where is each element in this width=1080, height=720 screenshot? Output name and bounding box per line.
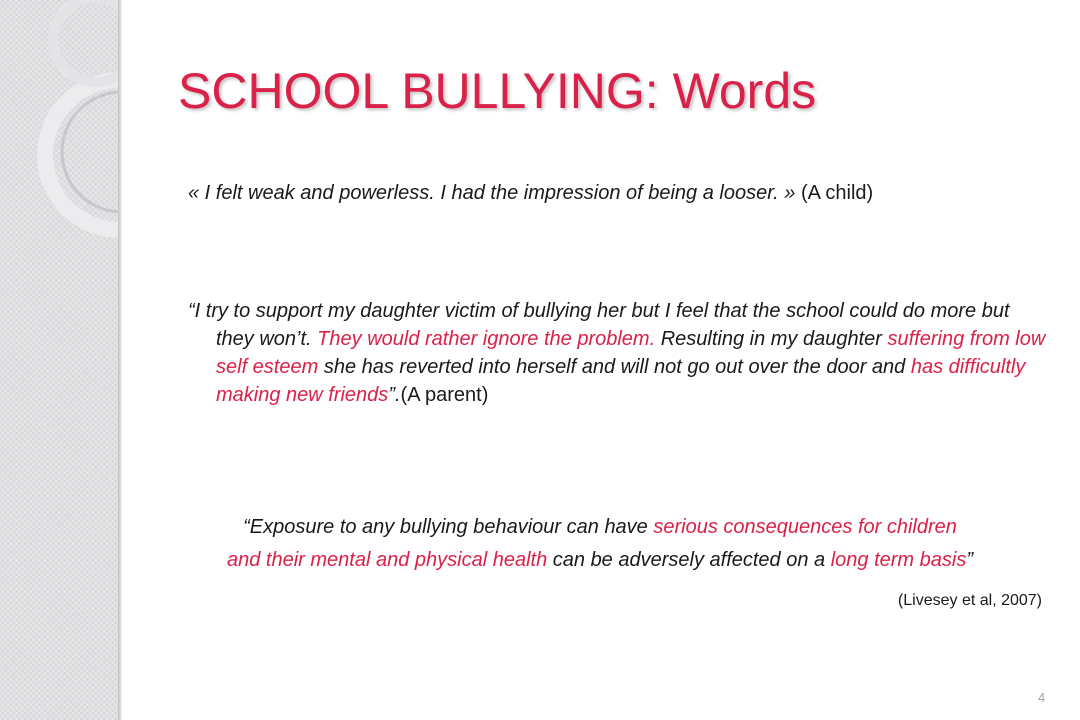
decorative-sidebar xyxy=(0,0,118,720)
decorative-circles xyxy=(0,0,118,720)
parent-quote-part-3: Resulting in my daughter xyxy=(660,328,888,350)
research-quote-part-6: ” xyxy=(966,549,974,571)
parent-quote-highlight-1: They would rather ignore the problem. xyxy=(317,328,661,350)
parent-quote-part-7: ”. xyxy=(388,384,401,406)
parent-quote-highlight-2: suffering from low self esteem xyxy=(216,328,1046,378)
decorative-ring-top xyxy=(53,0,118,82)
parent-quote-highlight-3: has difficultly making new friends xyxy=(216,356,1026,406)
research-quote-highlight-1: serious consequences for children xyxy=(653,516,957,538)
child-quote-source: (A child) xyxy=(795,182,874,204)
parent-quote-source: (A parent) xyxy=(400,384,489,406)
sidebar-edge xyxy=(118,0,122,720)
page-number: 4 xyxy=(1038,690,1046,705)
research-quote-part-4: can be adversely affected on a xyxy=(547,549,831,571)
parent-quote-part-1: “I try to support my daughter victim of bullying her but I feel that the school could do more but they won’t. xyxy=(188,300,1010,350)
parent-quote-part-5: she has reverted into herself and will not go out over the door and xyxy=(318,356,911,378)
research-quote-highlight-3: long term basis xyxy=(830,549,967,571)
child-quote-text: « I felt weak and powerless. I had the impression of being a looser. » xyxy=(188,182,796,204)
child-quote xyxy=(188,179,873,207)
research-quote-part-1: “Exposure to any bullying behaviour can have xyxy=(243,516,654,538)
parent-quote xyxy=(188,297,1048,409)
decorative-ring-outer xyxy=(45,80,118,230)
research-quote-highlight-2: and their mental and physical health xyxy=(226,549,548,571)
research-quote xyxy=(150,511,1050,577)
research-citation: (Livesey et al, 2007) xyxy=(897,592,1042,609)
decorative-ring-inner xyxy=(62,92,118,212)
slide-title: SCHOOL BULLYING: Words xyxy=(178,63,817,119)
